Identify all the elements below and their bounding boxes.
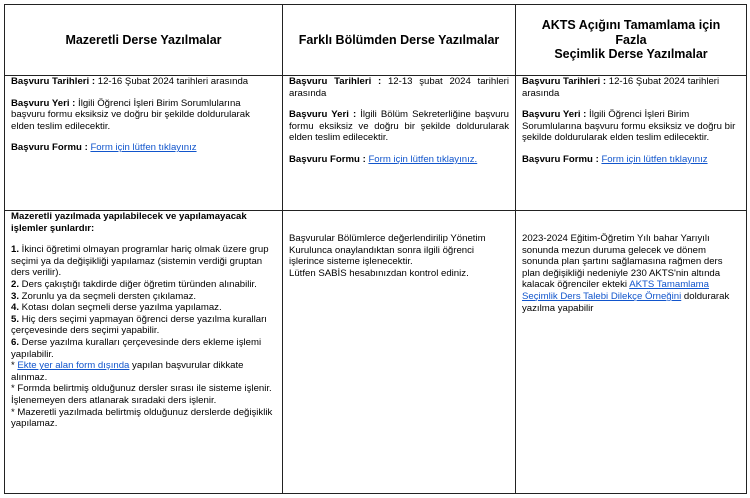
place-value: İlgili Bölüm Sekreterliğine başvuru formu eksiksiz ve doğru bir şekilde doldurularak elden teslim edilecektir.	[289, 109, 509, 144]
application-form	[522, 154, 740, 166]
form-link-other-department[interactable]: Form için lütfen tıklayınız.	[368, 153, 478, 165]
note-order: * Formda belirtmiş olduğunuz dersler sırası ile sisteme işlenir. İşlenemeyen ders atlanarak sıradaki ders işlenir.	[11, 383, 272, 406]
application-form	[289, 154, 509, 166]
dates-label: Başvuru Tarihleri :	[522, 76, 607, 87]
rule-item	[11, 314, 276, 337]
rule-number: 6.	[11, 336, 20, 348]
dates-label: Başvuru Tarihleri :	[289, 76, 382, 87]
akts-petition-link[interactable]: AKTS Tamamlama Seçimlik Ders Talebi Dilekçe Örneğini	[522, 279, 709, 302]
header-excused-registration: Mazeretli Derse Yazılmalar	[5, 5, 283, 76]
place-value: İlgili Öğrenci İşleri Birim Sorumlularına başvuru formu eksiksiz ve doğru bir şekilde doldurularak elden teslim edilecektir.	[522, 109, 736, 144]
akts-note-cell	[516, 211, 747, 494]
note-prefix: *	[11, 360, 18, 372]
rule-text: Hiç ders seçimi yapmayan öğrenci derse yazılma kuralları çerçevesinde ders seçimi yapabilir.	[11, 313, 267, 337]
rule-item	[11, 337, 276, 360]
note-no-change: * Mazeretli yazılmada belirtmiş olduğunuz derslerde değişiklik yapılamaz.	[11, 406, 273, 430]
rule-number: 2.	[11, 278, 20, 290]
rule-text: İkinci öğretimi olmayan programlar hariç olmak üzere grup seçimi ya da değişikliği yapılamaz (sistemin verdiği gruptan ders verilir).	[11, 244, 269, 279]
rule-text: Kotası dolan seçmeli derse yazılma yapılamaz.	[19, 302, 222, 314]
header-other-department-registration: Farklı Bölümden Derse Yazılmalar	[283, 5, 516, 76]
rule-number: 3.	[11, 290, 20, 302]
evaluation-text: Başvurular Bölümlerce değerlendirilip Yönetim Kurulunca onaylandıktan sonra ilgili öğrenci işlerince sisteme işlenecektir.	[289, 233, 486, 268]
application-dates	[522, 76, 740, 99]
akts-note-text	[522, 233, 740, 314]
rule-number: 5.	[11, 313, 20, 325]
rule-item	[11, 279, 276, 291]
rule-text: Zorunlu ya da seçmeli dersten çıkılamaz.	[19, 290, 197, 302]
application-place	[522, 109, 740, 144]
note-form	[11, 360, 276, 383]
place-value: İlgili Öğrenci İşleri Birim Sorumlularına başvuru formu eksiksiz ve doğru bir şekilde doldurularak elden teslim edilecektir.	[11, 97, 250, 132]
info-cell-akts	[516, 76, 747, 211]
application-info-row	[5, 76, 747, 211]
note-suffix: yapılan başvurular dikkate alınmaz.	[11, 360, 244, 383]
place-label: Başvuru Yeri :	[522, 109, 587, 121]
rule-number: 4.	[11, 302, 20, 314]
info-cell-other-department	[283, 76, 516, 211]
info-cell-excused	[5, 76, 283, 211]
akts-note-before: 2023-2024 Eğitim-Öğretim Yılı bahar Yarıyılı sonunda mezun duruma gelecek ve dönem sonunda plan şartını sağlamasına rağmen ders plan değişikliği nedeniyle 230 AKTS'nin altında kalacak öğrenciler ekteki	[522, 233, 723, 291]
registration-table	[4, 4, 747, 494]
header-akts-elective-registration: AKTS Açığını Tamamlama için Fazla Seçimlik Derse Yazılmalar	[516, 5, 747, 76]
dates-label: Başvuru Tarihleri :	[11, 76, 96, 87]
rule-text: Ders çakıştığı takdirde diğer öğretim türünden alınabilir.	[19, 278, 257, 290]
details-row	[5, 211, 747, 494]
form-label: Başvuru Formu :	[11, 142, 88, 154]
rule-text: Derse yazılma kuralları çerçevesinde ders ekleme işlemi yapılabilir.	[11, 336, 262, 360]
form-link-akts[interactable]: Form için lütfen tıklayınız	[601, 153, 708, 165]
application-place	[11, 98, 276, 133]
place-label: Başvuru Yeri :	[289, 109, 357, 121]
sabis-check-text: Lütfen SABİS hesabınızdan kontrol ediniz.	[289, 267, 469, 279]
dates-value: 12-16 Şubat 2024 tarihleri arasında	[522, 76, 720, 99]
dates-value: 12-13 şubat 2024 tarihleri arasında	[289, 76, 509, 99]
rule-number: 1.	[11, 244, 20, 256]
place-label: Başvuru Yeri :	[11, 97, 76, 109]
application-form	[11, 142, 276, 154]
header-row	[5, 5, 747, 76]
evaluation-cell	[283, 211, 516, 494]
form-label: Başvuru Formu :	[522, 153, 599, 165]
rule-item	[11, 291, 276, 303]
form-label: Başvuru Formu :	[289, 153, 366, 165]
rules-intro: Mazeretli yazılmada yapılabilecek ve yapılamayacak işlemler şunlardır:	[11, 211, 247, 234]
application-dates	[11, 76, 276, 88]
rule-item	[11, 244, 276, 279]
application-dates	[289, 76, 509, 99]
rules-cell	[5, 211, 283, 494]
application-place	[289, 109, 509, 144]
rule-item	[11, 302, 276, 314]
form-link-excused[interactable]: Form için lütfen tıklayınız	[90, 142, 197, 154]
akts-note-after: doldurarak yazılma yapabilir	[522, 290, 730, 314]
attached-form-link[interactable]: Ekte yer alan form dışında	[17, 360, 130, 372]
dates-value: 12-16 Şubat 2024 tarihleri arasında	[95, 76, 249, 87]
